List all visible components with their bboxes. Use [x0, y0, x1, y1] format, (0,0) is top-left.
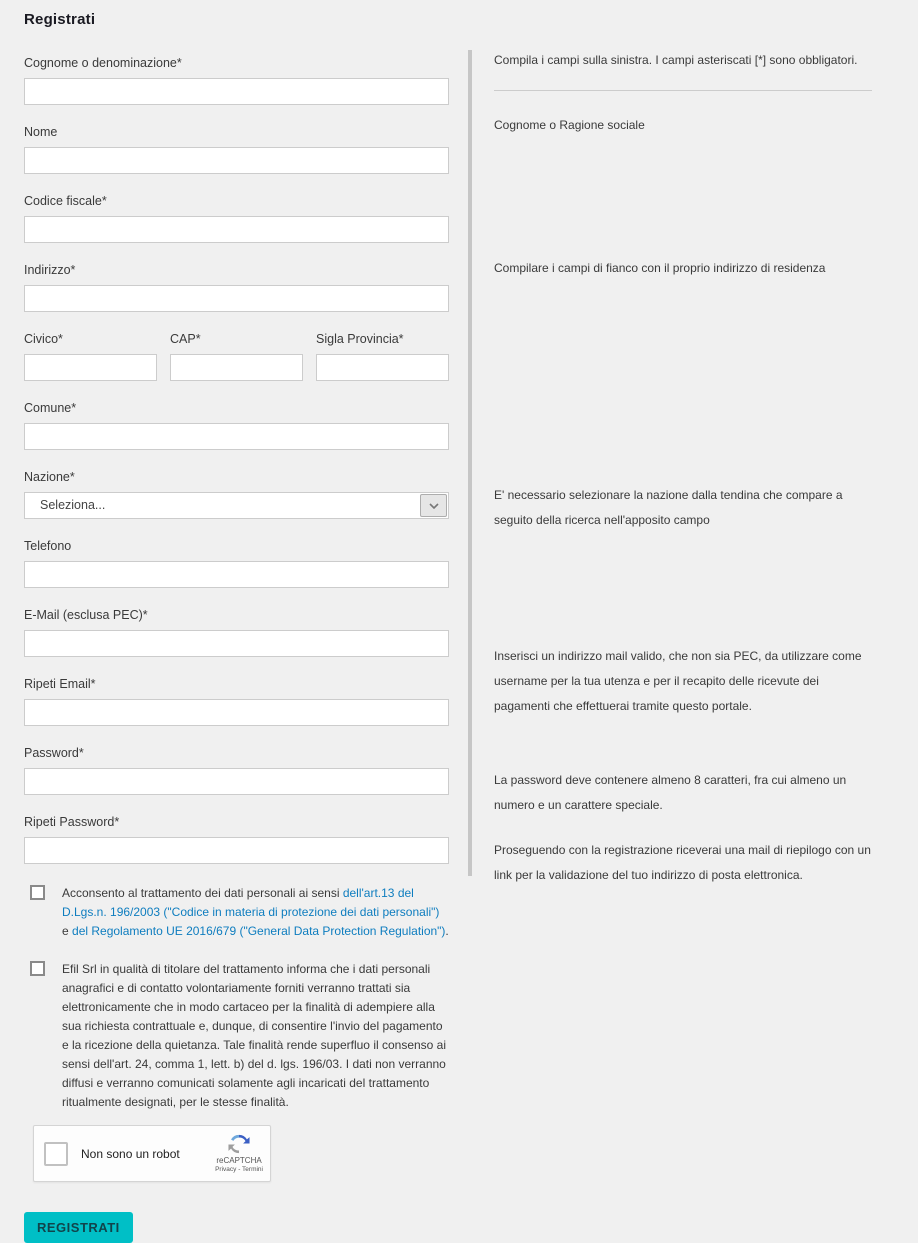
comune-input[interactable]: [24, 423, 449, 450]
cap-label: CAP*: [170, 332, 201, 346]
consent-treatment-checkbox[interactable]: [30, 961, 45, 976]
help-note-email: Inserisci un indirizzo mail valido, che non sia PEC, da utilizzare come username per la tua utenza e per il recapito delle ricevute dei pagamenti che effettuerai tramite questo portale.: [494, 649, 862, 713]
consent-treatment-text: [62, 960, 449, 1112]
help-note-nazione: E' necessario selezionare la nazione dalla tendina che compare a seguito della ricerca nell'apposito campo: [494, 488, 843, 527]
civico-label: Civico*: [24, 332, 63, 346]
field-ripeti-email: [24, 677, 449, 726]
consent-text-segment: e: [62, 924, 73, 938]
help-note-cognome: Cognome o Ragione sociale: [494, 118, 645, 132]
help-note-indirizzo: Compilare i campi di fianco con il proprio indirizzo di residenza: [494, 261, 826, 275]
chevron-down-icon: [420, 494, 447, 517]
page-title: Registrati: [24, 11, 96, 28]
comune-label: Comune*: [24, 401, 77, 415]
civico-input[interactable]: [24, 354, 157, 381]
consent-privacy-text: [62, 884, 449, 941]
sigla-provincia-input[interactable]: [316, 354, 449, 381]
ripeti-email-label: Ripeti Email*: [24, 677, 96, 691]
field-telefono: [24, 539, 449, 588]
indirizzo-label: Indirizzo*: [24, 263, 76, 277]
telefono-label: Telefono: [24, 539, 72, 553]
nome-label: Nome: [24, 125, 58, 139]
field-codice-fiscale: [24, 194, 449, 243]
field-comune: [24, 401, 449, 450]
ripeti-password-input[interactable]: [24, 837, 449, 864]
field-cap: [170, 332, 303, 381]
consent-privacy-row: [24, 884, 449, 941]
recaptcha-brand: [215, 1133, 263, 1174]
recaptcha-widget: [33, 1125, 271, 1182]
cognome-input[interactable]: [24, 78, 449, 105]
field-email: [24, 608, 449, 657]
address-detail-row: [24, 332, 449, 381]
consent-link[interactable]: dell'art.13 del D.Lgs.n. 196/2003 ("Codice in materia di protezione dei dati personali"): [62, 886, 440, 919]
nome-input[interactable]: [24, 147, 449, 174]
sigla-provincia-label: Sigla Provincia*: [316, 332, 404, 346]
consent-privacy-checkbox[interactable]: [30, 885, 45, 900]
nazione-selected-value: Seleziona...: [40, 498, 106, 512]
registrati-button[interactable]: REGISTRATI: [24, 1212, 133, 1243]
nazione-select[interactable]: [24, 492, 449, 519]
field-ripeti-password: [24, 815, 449, 864]
field-password: [24, 746, 449, 795]
consent-text-segment: Acconsento al trattamento dei dati personali ai sensi: [62, 886, 343, 900]
field-indirizzo: [24, 263, 449, 312]
form-column: [24, 0, 449, 1243]
indirizzo-input[interactable]: [24, 285, 449, 312]
recaptcha-label: Non sono un robot: [81, 1146, 180, 1161]
password-label: Password*: [24, 746, 84, 760]
column-divider: [468, 50, 472, 876]
recaptcha-checkbox[interactable]: [44, 1142, 68, 1166]
field-civico: [24, 332, 157, 381]
help-note-proseguendo: Proseguendo con la registrazione riceverai una mail di riepilogo con un link per la validazione del tuo indirizzo di posta elettronica.: [494, 843, 871, 882]
codice-fiscale-label: Codice fiscale*: [24, 194, 107, 208]
email-input[interactable]: [24, 630, 449, 657]
cap-input[interactable]: [170, 354, 303, 381]
consent-text-segment: .: [445, 924, 449, 938]
ripeti-password-label: Ripeti Password*: [24, 815, 120, 829]
help-divider: [494, 90, 872, 91]
help-intro: Compila i campi sulla sinistra. I campi asteriscati [*] sono obbligatori.: [494, 53, 858, 67]
field-nome: [24, 125, 449, 174]
cognome-label: Cognome o denominazione*: [24, 56, 182, 70]
codice-fiscale-input[interactable]: [24, 216, 449, 243]
field-nazione: [24, 470, 449, 519]
field-sigla-provincia: [316, 332, 449, 381]
recaptcha-privacy-links[interactable]: Privacy - Termini: [215, 1166, 263, 1174]
telefono-input[interactable]: [24, 561, 449, 588]
consent-link[interactable]: del Regolamento UE 2016/679 ("General Data Protection Regulation"): [72, 924, 446, 938]
recaptcha-logo-icon: [228, 1133, 250, 1155]
consent-text-segment: Efil Srl in qualità di titolare del trattamento informa che i dati personali anagrafici e di contatto volontariamente forniti verranno trattati sia elettronicamente che in modo cartaceo per la finalità di adempiere alla sua richiesta contrattuale e, dunque, di consentire l'invio del pagamento e la ricezione della quietanza. Tale finalità rende superfluo il consenso ai sensi dell'art. 24, comma 1, lett. b) del d. lgs. 196/03. I dati non verranno diffusi e verranno comunicati solamente agli incaricati del trattamento ritualmente designati, per le stesse finalità.: [62, 962, 447, 1109]
recaptcha-brand-name: reCAPTCHA: [216, 1156, 262, 1166]
nazione-label: Nazione*: [24, 470, 75, 484]
ripeti-email-input[interactable]: [24, 699, 449, 726]
email-label: E-Mail (esclusa PEC)*: [24, 608, 148, 622]
field-cognome: [24, 56, 449, 105]
password-input[interactable]: [24, 768, 449, 795]
help-note-password: La password deve contenere almeno 8 caratteri, fra cui almeno un numero e un carattere speciale.: [494, 773, 847, 812]
consent-treatment-row: [24, 960, 449, 1112]
